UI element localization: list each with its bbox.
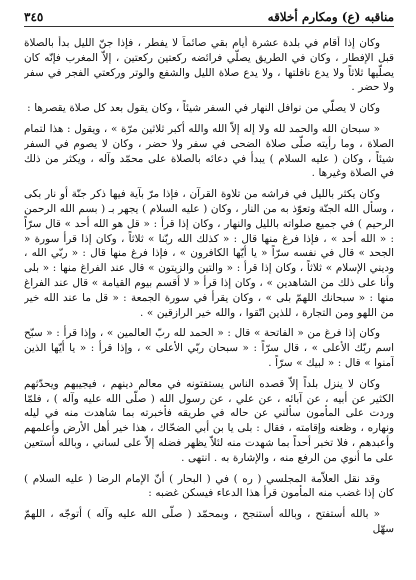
paragraph: وكان لا يصلّي من نوافل النهار في السفر شيئاً ، وكان يقول بعد كل صلاة يقصرها : [27,102,380,115]
page-body [24,36,394,574]
running-title: مناقبه (ع) ومكارم أخلاقه [267,10,394,24]
paragraph: « سبحان الله والحمد لله ولا إله إلاّ الله والله أكبر ثلاثين مرّة » ، ويقول : هذا لتمام الصلاة ، وما رأيته صلّى صلاة الضحى في سفر ولا حضر ، وكان لا يصوم في السفر شيئاً ، وكان ( عليه السلام ) يبدأ في دعائه بالصلاة على محمّد وآله ، ويكثر من ذلك في الصلاة وغيرها . [24,122,394,180]
paragraph: وكان لا ينزل بلداً إلاّ قصده الناس يستفتونه في معالم دينهم ، فيجيبهم ويحدّثهم الكثير عن أبيه ، عن آبائه ، عن علي ، عن رسول الله ( صلّى الله عليه وآله ) ، فلمّا وردت على المأمون سألني عن حاله في طريقه فأخبرته بما شاهدت منه في ليله ونهاره ، وظعنه وإقامته ، فقال : بلى يا بن أبي الضحّاك ، هذا خير أهل الأرض وأعلمهم وأعبدهم ، فلا تخبر أحداً بما شهدت منه لئلاّ يظهر فضله إلاّ على لساني ، وبالله أستعين على ما أنوي من الرفع منه ، والإشارة به . انتهى . [24,377,394,464]
paragraph: وكان إذا أقام في بلدة عشرة أيام بقي صائماً لا يفطر ، فإذا جنّ الليل بدأ بالصلاة قبل الإفطار ، وكان في الطريق يصلّي فرائضه ركعتين ركعتين ، إلاّ المغرب فإنّه كان يصلّيها ثلاثاً ولا يدع نافلتها ، ولا يدع صلاة الليل والشفع والوتر وركعتي الفجر في سفر ولا حضر . [24,37,394,94]
paragraph: وكان يكثر بالليل في فراشه من تلاوة القرآن ، فإذا مرّ بآية فيها ذكر جنّة أو نار بكى ، وسأل الله الجنّة وتعوّذ به من النار ، وكان ( عليه السلام ) يجهر بـ ( بسم الله الرحمن الرحيم ) في جميع صلواته بالليل والنهار ، وكان إذا قرأ : « قل هو الله أحد » قال سرّاً : « الله أحد » ، فإذا فرغ منها قال : « كذلك الله ربّنا » ثلاثاً ، وكان إذا قرأ سورة « الجحد » قال في نفسه سرّاً « يا أيّها الكافرون » ، فإذا فرغ منها قال : « ربّي الله ، وديني الإسلام » ثلاثاً ، وكان إذا قرأ : « والتين والزيتون » قال عند الفراغ منها : « بلى وأنا على ذلك من الشاهدين » ، وكان إذا قرأ « لا أقسم بيوم القيامة » قال عند الفراغ منها : « سبحانك اللهمّ بلى » ، وكان يقرأ في سورة الجمعة : « قل ما عند الله خير من اللهو ومن التجارة ، للذين اتّقوا ، والله خير الرازقين » . [24,188,394,319]
paragraph: « بالله أستفتح ، وبالله أستنجح ، وبمحمّد ( صلّى الله عليه وآله ) أتوجّه ، اللهمّ سهّل [24,508,394,535]
page-number: ٣٤٥ [24,10,44,24]
page-header [24,4,394,27]
paragraph: وكان إذا فرغ من « الفاتحة » قال : « الحمد لله ربّ العالمين » ، وإذا قرأ : « سبّح اسم ربّك الأعلى » ، قال سرّاً : « سبحان ربّي الأعلى » ، وإذا قرأ : « يا أيّها الذين آمنوا » قال : « لبيك » سرّاً . [24,327,394,369]
paragraph: وقد نقل العلاّمة المجلسي ( ره ) في ( البحار ) أنّ الإمام الرضا ( عليه السلام ) كان إذا غضب منه المأمون قرأ هذا الدعاء فيسكن غضبه : [24,472,394,500]
